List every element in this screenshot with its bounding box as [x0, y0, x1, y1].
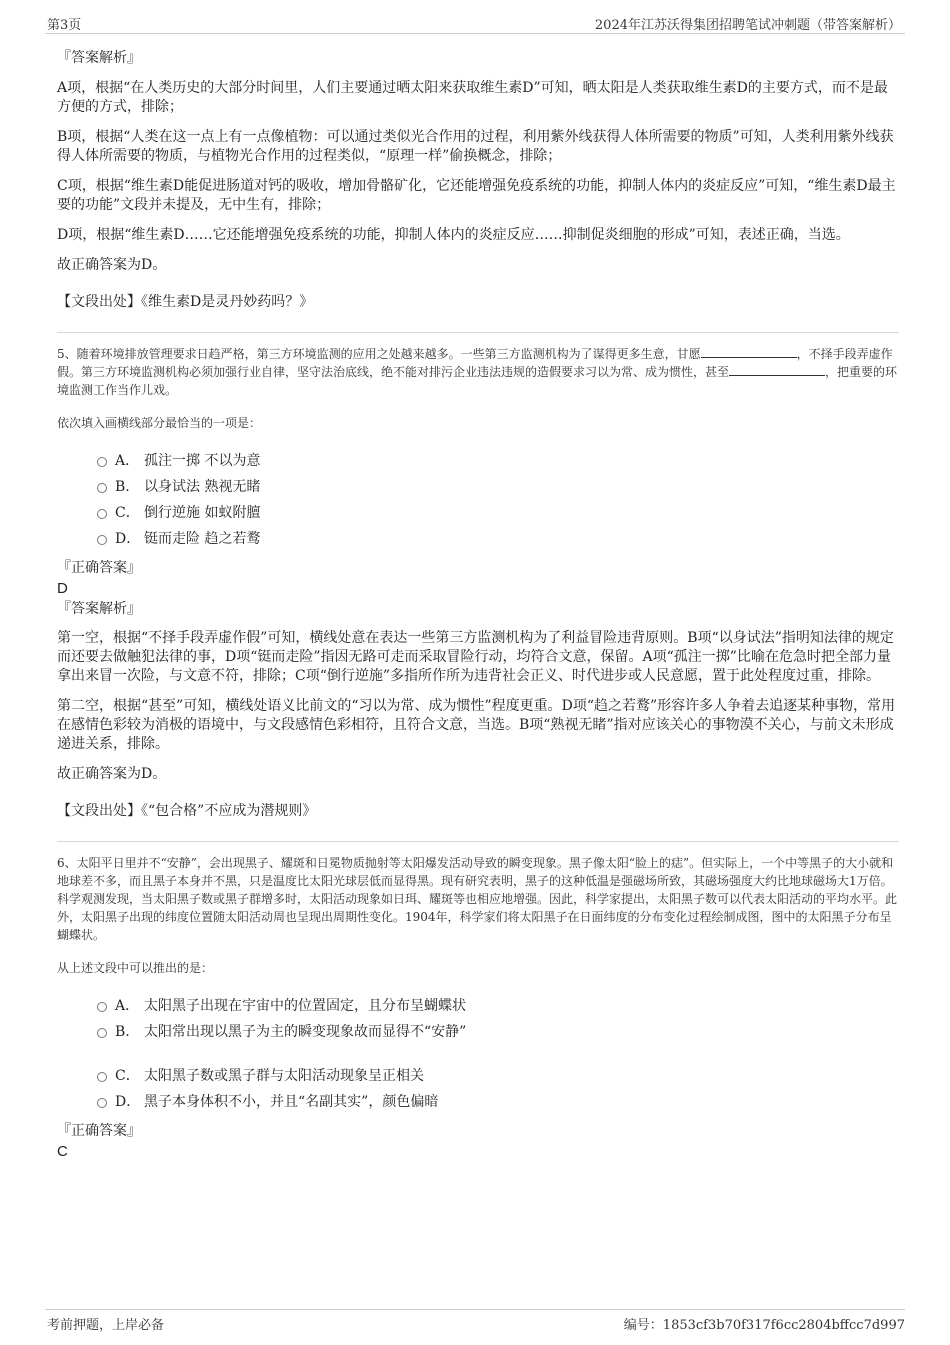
radio-icon[interactable]: [97, 509, 107, 519]
q5-analysis-label: 『答案解析』: [57, 601, 141, 617]
radio-icon[interactable]: [97, 1098, 107, 1108]
q5-answer-label: 『正确答案』: [57, 560, 141, 576]
document-title: 2024年江苏沃得集团招聘笔试冲刺题（带答案解析）: [594, 18, 901, 33]
radio-icon[interactable]: [97, 1072, 107, 1082]
q6-stem: 6、太阳平日里并不“安静”，会出现黑子、耀斑和日冕物质抛射等太阳爆发活动导致的瞬变现象。黑子像太阳“脸上的痣”。但实际上，一个中等黑子的大小就和地球差不多，而且黑子本身并不黑，只是温度比太阳光球层低而显得黑。现有研究表明，黑子的这种低温是强磁场所致，其磁场强度大约比地球磁场大1万倍。科学观测发现，当太阳黑子数或黑子群增多时，太阳活动现象如日珥、耀斑等也相应地增强。因此，科学家提出，太阳黑子数可以代表太阳活动的平均水平。此外，太阳黑子出现的纬度位置随太阳活动周也呈现出周期性变化。1904年，科学家们将太阳黑子在日面纬度的分布变化过程绘制成图，图中的太阳黑子分布呈蝴蝶状。: [57, 856, 898, 942]
q4-analysis-a: A项，根据“在人类历史的大部分时间里，人们主要通过晒太阳来获取维生素D”可知，晒太阳是人类获取维生素D的主要方式，而不是最方便的方式，排除；: [57, 80, 888, 115]
q6-answer-label: 『正确答案』: [57, 1123, 141, 1139]
q5-prompt: 依次填入画横线部分最恰当的一项是：: [57, 416, 262, 430]
q5-blank-2: [729, 363, 825, 376]
footer-divider: [45, 1309, 905, 1310]
question-divider: [57, 841, 899, 842]
page-number: 第3页: [47, 18, 82, 33]
radio-icon[interactable]: [97, 1028, 107, 1038]
header-divider: [45, 33, 905, 34]
q4-analysis-c: C项，根据“维生素D能促进肠道对钙的吸收，增加骨骼矿化，它还能增强免疫系统的功能，抑制人体内的炎症反应”可知，“维生素D最主要的功能”文段并未提及，无中生有，排除；: [57, 178, 896, 213]
q4-analysis-label: 『答案解析』: [57, 50, 141, 66]
q4-source: 【文段出处】《维生素D是灵丹妙药吗？》: [57, 294, 314, 310]
q6-prompt: 从上述文段中可以推出的是：: [57, 961, 214, 975]
q5-option-c[interactable]: C． 倒行逆施 如蚁附膻: [97, 500, 899, 526]
q5-options: [97, 448, 899, 552]
q5-option-a[interactable]: A． 孤注一掷 不以为意: [97, 448, 899, 474]
q4-analysis-d: D项，根据“维生素D……它还能增强免疫系统的功能，抑制人体内的炎症反应……抑制促炎细胞的形成”可知，表述正确，当选。: [57, 227, 850, 243]
q5-conclusion: 故正确答案为D。: [57, 766, 167, 782]
q5-analysis-2: 第二空，根据“甚至”可知，横线处语义比前文的“习以为常、成为惯性”程度更重。D项“趋之若鹜”形容许多人争着去追逐某种事物，常用在感情色彩较为消极的语境中，与文段感情色彩相符，且符合文意，当选。B项“熟视无睹”指对应该关心的事物漠不关心，与前文未形成递进关系，排除。: [57, 698, 896, 752]
radio-icon[interactable]: [97, 483, 107, 493]
q6-option-b[interactable]: B. 太阳常出现以黑子为主的瞬变现象故而显得不“安静”: [97, 1019, 899, 1045]
q5-stem: 5、随着环境排放管理要求日趋严格，第三方环境监测的应用之处越来越多。一些第三方监测机构为了谋得更多生意，甘愿 ，不择手段弄虚作假。第三方环境监测机构必须加强行业自律，坚守法治底线，绝不能对排污企业违法违规的造假要求习以为常、成为惯性，甚至 ，把重要的环境监测工作当作儿戏。: [57, 347, 898, 397]
q5-answer: D: [57, 580, 68, 597]
q5-option-b[interactable]: B. 以身试法 熟视无睹: [97, 474, 899, 500]
q6-option-a[interactable]: A． 太阳黑子出现在宇宙中的位置固定，且分布呈蝴蝶状: [97, 993, 899, 1019]
q5-option-d[interactable]: D． 铤而走险 趋之若鹜: [97, 526, 899, 552]
q6-options: [97, 993, 899, 1115]
page-content: [57, 40, 899, 1160]
q4-conclusion: 故正确答案为D。: [57, 257, 167, 273]
q6-option-c[interactable]: C． 太阳黑子数或黑子群与太阳活动现象呈正相关: [97, 1063, 899, 1089]
radio-icon[interactable]: [97, 457, 107, 467]
radio-icon[interactable]: [97, 535, 107, 545]
q5-blank-1: [701, 345, 797, 358]
document-id: 编号：1853cf3b70f317f6cc2804bffcc7d997: [623, 1318, 905, 1333]
q6-answer: C: [57, 1143, 68, 1160]
q5-source: 【文段出处】《“包合格”不应成为潜规则》: [57, 803, 317, 819]
q6-option-d[interactable]: D． 黑子本身体积不小，并且“名副其实”，颜色偏暗: [97, 1089, 899, 1115]
question-divider: [57, 332, 899, 333]
q4-analysis-b: B项，根据“人类在这一点上有一点像植物：可以通过类似光合作用的过程，利用紫外线获得人体所需要的物质”可知，人类利用紫外线获得人体所需要的物质，与植物光合作用的过程类似，“原理一样”偷换概念，排除；: [57, 129, 894, 164]
radio-icon[interactable]: [97, 1002, 107, 1012]
q5-analysis-1: 第一空，根据“不择手段弄虚作假”可知，横线处意在表达一些第三方监测机构为了利益冒险违背原则。B项“以身试法”指明知法律的规定而还要去做触犯法律的事，D项“铤而走险”指因无路可走而采取冒险行动，均符合文意，保留。A项“孤注一掷”比喻在危急时把全部力量拿出来冒一次险，与文意不符，排除；C项“倒行逆施”多指所作所为违背社会正义、时代进步或人民意愿，置于此处程度过重，排除。: [57, 630, 894, 684]
footer-slogan: 考前押题，上岸必备: [47, 1318, 165, 1333]
